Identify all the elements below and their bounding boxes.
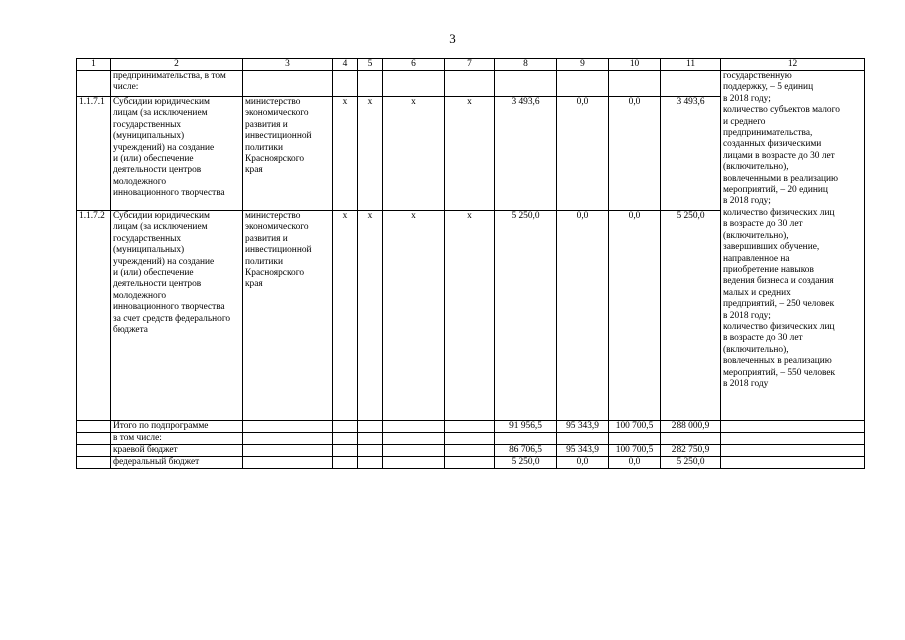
row-ministry: министерство экономического развития и инвестиционной политики Красноярского края (243, 97, 333, 211)
total-col8: 5 250,0 (495, 457, 557, 469)
row-col11: 5 250,0 (661, 211, 721, 421)
header-cell-3: 3 (243, 59, 333, 71)
continuation-text: предпринимательства, в том числе: (111, 71, 243, 97)
total-row (77, 457, 865, 469)
total-row (77, 433, 865, 445)
total-col10: 100 700,5 (609, 445, 661, 457)
row-col5: х (358, 97, 383, 211)
header-cell-5: 5 (358, 59, 383, 71)
row-col7: х (445, 211, 495, 421)
total-col11: 282 750,9 (661, 445, 721, 457)
row-col7: х (445, 97, 495, 211)
indicators-note: государственную поддержку, – 5 единиц в 2018 году; количество субъектов малого и среднего предпринимательства, созданных физическими лицами в возрасте до 30 лет (включительно), вовлеченными в реализацию мероприятий, – 20 единиц в 2018 году; количество физических лиц в возрасте до 30 лет (включительно), завершивших обучение, направленное на приобретение навыков ведения бизнеса и создания малых и средних предприятий, – 250 человек в 2018 году; количество физических лиц в возрасте до 30 лет (включительно), вовлеченных в реализацию мероприятий, – 550 человек в 2018 году (721, 71, 865, 421)
header-cell-12: 12 (721, 59, 865, 71)
header-cell-1: 1 (77, 59, 111, 71)
row-col9: 0,0 (557, 97, 609, 211)
total-col8: 86 706,5 (495, 445, 557, 457)
total-label: Итого по подпрограмме (111, 421, 243, 433)
row-col4: х (333, 211, 358, 421)
total-col11: 288 000,9 (661, 421, 721, 433)
header-cell-2: 2 (111, 59, 243, 71)
row-number: 1.1.7.2 (77, 211, 111, 421)
row-col6: х (383, 211, 445, 421)
row-col10: 0,0 (609, 211, 661, 421)
row-col9: 0,0 (557, 211, 609, 421)
row-col5: х (358, 211, 383, 421)
total-col8: 91 956,5 (495, 421, 557, 433)
total-col10: 0,0 (609, 457, 661, 469)
row-col6: х (383, 97, 445, 211)
row-col8: 5 250,0 (495, 211, 557, 421)
header-cell-7: 7 (445, 59, 495, 71)
row-number: 1.1.7.1 (77, 97, 111, 211)
row-col11: 3 493,6 (661, 97, 721, 211)
total-label: в том числе: (111, 433, 243, 445)
row-name: Субсидии юридическим лицам (за исключением государственных (муниципальных) учреждений) на создание и (или) обеспечение деятельности центров молодежного инновационного творчества (111, 97, 243, 211)
header-cell-11: 11 (661, 59, 721, 71)
row-col10: 0,0 (609, 97, 661, 211)
header-cell-4: 4 (333, 59, 358, 71)
total-col9: 95 343,9 (557, 421, 609, 433)
budget-table (76, 58, 865, 469)
total-row (77, 421, 865, 433)
page-number: 3 (449, 31, 456, 46)
header-row (77, 59, 865, 71)
total-label: федеральный бюджет (111, 457, 243, 469)
header-cell-8: 8 (495, 59, 557, 71)
header-cell-10: 10 (609, 59, 661, 71)
header-cell-6: 6 (383, 59, 445, 71)
row-name: Субсидии юридическим лицам (за исключением государственных (муниципальных) учреждений) на создание и (или) обеспечение деятельности центров молодежного инновационного творчества за счет средств федерального бюджета (111, 211, 243, 421)
total-col10: 100 700,5 (609, 421, 661, 433)
total-row (77, 445, 865, 457)
row-col4: х (333, 97, 358, 211)
total-col11: 5 250,0 (661, 457, 721, 469)
header-cell-9: 9 (557, 59, 609, 71)
total-label: краевой бюджет (111, 445, 243, 457)
continuation-row (77, 71, 865, 97)
total-col9: 0,0 (557, 457, 609, 469)
row-col8: 3 493,6 (495, 97, 557, 211)
total-col9: 95 343,9 (557, 445, 609, 457)
row-ministry: министерство экономического развития и инвестиционной политики Красноярского края (243, 211, 333, 421)
